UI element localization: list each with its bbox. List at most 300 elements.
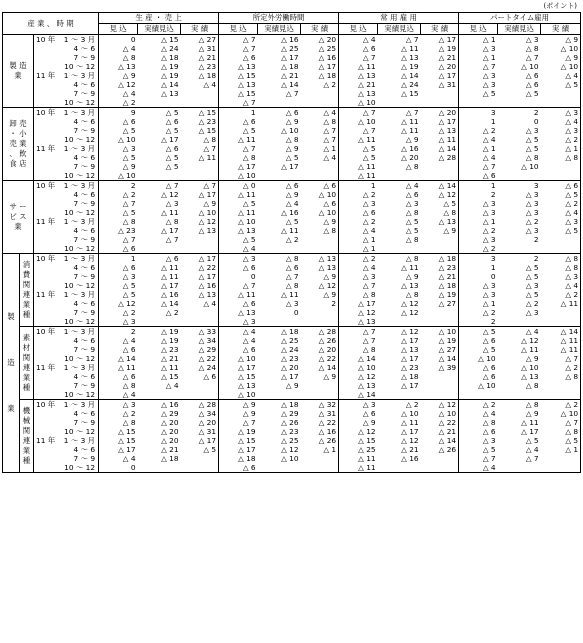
period-label: 1 ～ 3 月 bbox=[58, 144, 99, 153]
data-cell: △ 1 bbox=[459, 144, 498, 153]
table-row bbox=[3, 190, 581, 199]
data-cell: △ 17 bbox=[161, 226, 179, 235]
data-cell: △ 11 bbox=[161, 363, 179, 372]
year-label: 11 年 bbox=[36, 144, 56, 153]
data-cell: △ 7 bbox=[525, 53, 539, 62]
data-cell: △ 12 bbox=[339, 427, 378, 436]
data-cell: △ 3 bbox=[459, 71, 498, 80]
data-cell: △ 4 bbox=[203, 80, 217, 89]
year-label bbox=[34, 390, 58, 400]
data-cell: △ 11 bbox=[339, 171, 378, 181]
subheader-actual: 実 績 bbox=[181, 24, 219, 35]
data-cell bbox=[181, 308, 219, 317]
data-cell: △ 15 bbox=[401, 89, 419, 98]
data-cell: △ 5 bbox=[203, 445, 217, 454]
subindustry-label: 素 材 関 連 業 種 bbox=[20, 327, 34, 400]
data-cell: △ 17 bbox=[161, 281, 179, 290]
data-cell: △ 15 bbox=[219, 89, 258, 98]
period-label: 4 ～ 6 bbox=[58, 190, 99, 199]
data-cell: △ 8 bbox=[459, 418, 498, 427]
period-label: 7 ～ 9 bbox=[58, 381, 99, 390]
data-cell: △ 8 bbox=[378, 254, 421, 264]
data-cell: △ 9 bbox=[323, 372, 337, 381]
data-cell bbox=[181, 454, 219, 463]
data-cell: △ 8 bbox=[405, 162, 419, 171]
year-label bbox=[34, 427, 58, 436]
data-cell: △ 6 bbox=[99, 345, 138, 354]
period-label: 10 ～ 12 bbox=[58, 354, 99, 363]
data-cell: △ 4 bbox=[301, 108, 339, 118]
data-cell bbox=[541, 235, 581, 244]
year-label bbox=[34, 226, 58, 235]
period-label: 4 ～ 6 bbox=[58, 80, 99, 89]
data-cell: △ 28 bbox=[301, 327, 339, 337]
data-cell: △ 17 bbox=[339, 299, 378, 308]
data-cell: △ 8 bbox=[541, 254, 581, 264]
year-label bbox=[34, 80, 58, 89]
data-cell: △ 3 bbox=[285, 299, 299, 308]
data-cell: △ 4 bbox=[203, 299, 217, 308]
data-cell bbox=[421, 171, 459, 181]
data-cell: △ 12 bbox=[438, 190, 457, 199]
data-cell: △ 8 bbox=[405, 208, 419, 217]
manufacturing-group-label: 製 造 業 bbox=[3, 254, 20, 473]
data-cell: △ 6 bbox=[405, 190, 419, 199]
data-cell: △ 3 bbox=[99, 400, 138, 410]
year-label: 10 年 bbox=[34, 108, 58, 118]
year-label bbox=[34, 272, 58, 281]
data-cell: △ 3 bbox=[459, 208, 498, 217]
data-cell: △ 8 bbox=[99, 418, 138, 427]
data-cell: △ 6 bbox=[285, 263, 299, 272]
data-cell bbox=[378, 98, 421, 108]
data-cell: △ 3 bbox=[525, 208, 539, 217]
year-label bbox=[34, 162, 58, 171]
data-cell: △ 10 bbox=[281, 126, 299, 135]
data-cell: △ 19 bbox=[161, 336, 179, 345]
header-group-overtime: 所定外労働時間 bbox=[219, 13, 339, 24]
data-cell: △ 5 bbox=[138, 108, 181, 118]
data-cell: △ 2 bbox=[525, 299, 539, 308]
data-cell: △ 10 bbox=[219, 217, 258, 226]
data-cell: △ 13 bbox=[219, 80, 258, 89]
data-cell: △ 2 bbox=[285, 235, 299, 244]
data-cell: △ 3 bbox=[459, 235, 498, 244]
data-cell bbox=[258, 98, 301, 108]
subheader-actual: 実 績 bbox=[541, 24, 581, 35]
table-row bbox=[3, 436, 581, 445]
data-cell bbox=[181, 89, 219, 98]
period-label: 7 ～ 9 bbox=[58, 454, 99, 463]
data-cell: △ 5 bbox=[219, 126, 258, 135]
data-cell: △ 4 bbox=[219, 336, 258, 345]
data-cell: △ 16 bbox=[318, 427, 337, 436]
table-row bbox=[3, 108, 581, 118]
data-cell: △ 7 bbox=[339, 281, 378, 290]
data-cell: △ 29 bbox=[281, 409, 299, 418]
subheader-forecast: 見 込 bbox=[99, 24, 138, 35]
header-group-parttime-employment: パートタイム雇用 bbox=[459, 13, 581, 24]
data-cell: △ 11 bbox=[438, 135, 457, 144]
data-cell: △ 34 bbox=[198, 409, 217, 418]
data-cell: △ 6 bbox=[219, 53, 258, 62]
data-cell: △ 7 bbox=[459, 162, 498, 171]
data-cell: △ 8 bbox=[99, 381, 138, 390]
data-cell: △ 17 bbox=[181, 254, 219, 264]
data-cell bbox=[498, 317, 541, 327]
data-cell: △ 20 bbox=[161, 427, 179, 436]
year-label bbox=[34, 336, 58, 345]
header-group-regular-employment: 常 用 雇 用 bbox=[339, 13, 459, 24]
period-label: 7 ～ 9 bbox=[58, 272, 99, 281]
period-label: 1 ～ 3 月 bbox=[58, 35, 99, 45]
data-cell bbox=[378, 171, 421, 181]
data-cell: △ 19 bbox=[438, 336, 457, 345]
data-cell: △ 7 bbox=[339, 108, 378, 118]
data-cell: △ 11 bbox=[281, 290, 299, 299]
data-cell: △ 10 bbox=[421, 327, 459, 337]
data-cell: △ 5 bbox=[99, 126, 138, 135]
data-cell: 3 bbox=[459, 108, 498, 118]
data-cell: △ 6 bbox=[323, 199, 337, 208]
table-row bbox=[3, 363, 581, 372]
year-label bbox=[34, 98, 58, 108]
data-cell bbox=[541, 98, 581, 108]
year-label: 10 年 bbox=[34, 254, 58, 264]
data-cell: △ 8 bbox=[323, 117, 337, 126]
data-cell: △ 26 bbox=[438, 445, 457, 454]
data-cell: △ 19 bbox=[161, 62, 179, 71]
data-cell bbox=[498, 98, 541, 108]
data-cell: △ 2 bbox=[339, 254, 378, 264]
data-cell: △ 2 bbox=[165, 308, 179, 317]
data-cell bbox=[498, 463, 541, 473]
data-cell: △ 4 bbox=[459, 153, 498, 162]
data-cell: △ 19 bbox=[161, 71, 179, 80]
data-cell: △ 14 bbox=[438, 144, 457, 153]
data-cell: △ 10 bbox=[438, 409, 457, 418]
data-cell: △ 4 bbox=[459, 463, 498, 473]
data-cell: △ 11 bbox=[401, 117, 419, 126]
subheader-forecast: 見 込 bbox=[459, 24, 498, 35]
data-cell: △ 7 bbox=[219, 281, 258, 290]
data-cell: △ 5 bbox=[99, 208, 138, 217]
data-cell: △ 11 bbox=[198, 153, 217, 162]
data-cell bbox=[541, 381, 581, 390]
data-cell: △ 20 bbox=[161, 436, 179, 445]
data-cell bbox=[301, 463, 339, 473]
data-cell: △ 25 bbox=[281, 436, 299, 445]
data-cell: △ 3 bbox=[459, 44, 498, 53]
data-cell bbox=[181, 244, 219, 254]
data-cell: △ 4 bbox=[165, 381, 179, 390]
data-cell: △ 19 bbox=[138, 327, 181, 337]
data-cell: △ 6 bbox=[301, 181, 339, 191]
data-cell: △ 6 bbox=[99, 372, 138, 381]
data-cell: △ 10 bbox=[99, 135, 138, 144]
data-cell: △ 15 bbox=[161, 372, 179, 381]
data-cell: △ 10 bbox=[339, 98, 378, 108]
data-cell: 3 bbox=[459, 254, 498, 264]
data-cell: △ 3 bbox=[541, 126, 581, 135]
data-cell: △ 13 bbox=[438, 126, 457, 135]
data-cell bbox=[541, 162, 581, 171]
data-cell bbox=[378, 317, 421, 327]
period-label: 4 ～ 6 bbox=[58, 44, 99, 53]
data-cell: △ 23 bbox=[401, 363, 419, 372]
period-label: 10 ～ 12 bbox=[58, 208, 99, 217]
data-cell: △ 7 bbox=[219, 418, 258, 427]
data-cell: △ 4 bbox=[498, 327, 541, 337]
data-cell: △ 15 bbox=[99, 436, 138, 445]
data-cell: △ 10 bbox=[541, 62, 581, 71]
data-cell: △ 2 bbox=[99, 409, 138, 418]
data-cell: △ 21 bbox=[198, 53, 217, 62]
year-label bbox=[34, 190, 58, 199]
data-cell: △ 3 bbox=[99, 317, 138, 327]
data-cell: △ 15 bbox=[181, 108, 219, 118]
data-cell bbox=[541, 171, 581, 181]
data-cell: △ 2 bbox=[459, 126, 498, 135]
data-cell: △ 28 bbox=[438, 153, 457, 162]
period-label: 7 ～ 9 bbox=[58, 345, 99, 354]
data-cell bbox=[459, 98, 498, 108]
subheader-estimated-actual: 実績見込 bbox=[498, 24, 541, 35]
year-label: 11 年 bbox=[36, 436, 56, 445]
data-cell: △ 9 bbox=[285, 381, 299, 390]
data-cell: △ 7 bbox=[165, 235, 179, 244]
data-cell: △ 14 bbox=[421, 181, 459, 191]
data-cell: △ 5 bbox=[525, 290, 539, 299]
data-cell: △ 20 bbox=[318, 345, 337, 354]
data-cell: △ 27 bbox=[181, 35, 219, 45]
year-label bbox=[34, 381, 58, 390]
table-row bbox=[3, 71, 581, 80]
data-cell: △ 11 bbox=[401, 263, 419, 272]
data-cell: △ 17 bbox=[219, 162, 258, 171]
year-label bbox=[34, 62, 58, 71]
data-cell: △ 11 bbox=[161, 208, 179, 217]
data-cell bbox=[421, 162, 459, 171]
data-cell: △ 5 bbox=[443, 199, 457, 208]
data-cell: △ 13 bbox=[161, 89, 179, 98]
data-cell: △ 9 bbox=[99, 162, 138, 171]
data-cell: △ 6 bbox=[219, 117, 258, 126]
data-cell: △ 3 bbox=[165, 199, 179, 208]
data-cell: △ 5 bbox=[525, 144, 539, 153]
data-cell: △ 7 bbox=[219, 44, 258, 53]
year-label bbox=[34, 299, 58, 308]
data-cell: △ 7 bbox=[203, 144, 217, 153]
data-cell: △ 8 bbox=[258, 254, 301, 264]
data-cell: △ 8 bbox=[203, 135, 217, 144]
data-cell: △ 16 bbox=[198, 281, 217, 290]
data-cell: △ 7 bbox=[339, 327, 378, 337]
data-cell: △ 11 bbox=[521, 418, 539, 427]
data-cell: △ 2 bbox=[459, 400, 498, 410]
data-cell: △ 24 bbox=[281, 345, 299, 354]
subindustry-label: 機 械 関 連 業 種 bbox=[20, 400, 34, 473]
data-cell: △ 5 bbox=[219, 199, 258, 208]
data-cell: △ 13 bbox=[99, 62, 138, 71]
data-cell: △ 5 bbox=[405, 217, 419, 226]
table-row bbox=[3, 254, 581, 264]
data-cell: △ 12 bbox=[401, 308, 419, 317]
data-cell: △ 7 bbox=[219, 144, 258, 153]
data-cell: △ 7 bbox=[525, 454, 539, 463]
data-cell bbox=[181, 390, 219, 400]
data-cell: △ 6 bbox=[339, 409, 378, 418]
data-cell: △ 7 bbox=[323, 135, 337, 144]
data-cell: △ 27 bbox=[438, 299, 457, 308]
data-cell: △ 31 bbox=[198, 44, 217, 53]
data-cell: △ 3 bbox=[99, 272, 138, 281]
table-row bbox=[3, 263, 581, 272]
data-cell bbox=[378, 244, 421, 254]
data-cell: △ 5 bbox=[165, 126, 179, 135]
data-cell: △ 7 bbox=[339, 53, 378, 62]
data-cell: △ 26 bbox=[318, 436, 337, 445]
data-cell: △ 8 bbox=[405, 290, 419, 299]
data-cell: △ 5 bbox=[165, 153, 179, 162]
data-cell bbox=[301, 98, 339, 108]
data-cell: △ 21 bbox=[438, 53, 457, 62]
data-cell bbox=[421, 372, 459, 381]
subheader-estimated-actual: 実績見込 bbox=[258, 24, 301, 35]
data-cell: △ 23 bbox=[281, 354, 299, 363]
data-cell bbox=[421, 454, 459, 463]
data-cell: △ 10 bbox=[459, 381, 498, 390]
data-cell: △ 21 bbox=[161, 445, 179, 454]
data-cell: △ 5 bbox=[285, 153, 299, 162]
period-label: 7 ～ 9 bbox=[58, 126, 99, 135]
data-cell bbox=[459, 390, 498, 400]
data-cell: △ 13 bbox=[401, 53, 419, 62]
year-label bbox=[34, 454, 58, 463]
data-cell: △ 22 bbox=[438, 418, 457, 427]
data-cell: △ 7 bbox=[181, 181, 219, 191]
data-cell: △ 18 bbox=[421, 254, 459, 264]
data-cell: △ 17 bbox=[198, 190, 217, 199]
data-cell: △ 10 bbox=[99, 171, 138, 181]
table-row bbox=[3, 418, 581, 427]
year-label bbox=[34, 445, 58, 454]
data-cell: △ 13 bbox=[521, 372, 539, 381]
data-cell: △ 13 bbox=[401, 345, 419, 354]
year-label bbox=[34, 126, 58, 135]
data-cell: 2 bbox=[99, 327, 138, 337]
data-cell: △ 6 bbox=[219, 299, 258, 308]
table-row bbox=[3, 199, 581, 208]
period-label: 7 ～ 9 bbox=[58, 53, 99, 62]
data-cell: △ 5 bbox=[525, 272, 539, 281]
data-cell: △ 3 bbox=[219, 317, 258, 327]
data-cell: △ 8 bbox=[541, 263, 581, 272]
data-cell: △ 6 bbox=[459, 363, 498, 372]
data-cell: △ 7 bbox=[541, 354, 581, 363]
data-cell bbox=[541, 317, 581, 327]
data-cell: △ 16 bbox=[138, 400, 181, 410]
data-cell bbox=[421, 381, 459, 390]
year-label bbox=[34, 372, 58, 381]
data-cell: △ 2 bbox=[541, 363, 581, 372]
data-cell: △ 11 bbox=[219, 208, 258, 217]
data-cell: △ 2 bbox=[459, 244, 498, 254]
data-cell: △ 6 bbox=[459, 427, 498, 436]
data-cell: △ 8 bbox=[525, 153, 539, 162]
unit-note: (ポイント) bbox=[543, 2, 577, 10]
data-cell: △ 3 bbox=[459, 199, 498, 208]
data-cell: △ 6 bbox=[339, 208, 378, 217]
data-cell: △ 3 bbox=[219, 254, 258, 264]
data-cell bbox=[181, 381, 219, 390]
data-cell: 0 bbox=[459, 272, 498, 281]
data-cell: △ 11 bbox=[401, 418, 419, 427]
data-cell: 1 bbox=[339, 181, 378, 191]
data-cell: △ 22 bbox=[198, 354, 217, 363]
table-row bbox=[3, 162, 581, 171]
year-label bbox=[34, 418, 58, 427]
data-cell: △ 13 bbox=[339, 381, 378, 390]
data-cell: △ 2 bbox=[323, 80, 337, 89]
data-cell: △ 8 bbox=[541, 427, 581, 436]
data-cell: △ 8 bbox=[285, 281, 299, 290]
data-cell: △ 10 bbox=[318, 190, 337, 199]
data-cell: △ 16 bbox=[161, 290, 179, 299]
subheader-actual: 実 績 bbox=[301, 24, 339, 35]
data-cell bbox=[301, 308, 339, 317]
data-cell: 1 bbox=[99, 254, 138, 264]
table-row bbox=[3, 463, 581, 473]
data-cell: △ 11 bbox=[219, 190, 258, 199]
year-label bbox=[34, 135, 58, 144]
data-cell: △ 14 bbox=[161, 80, 179, 89]
year-label bbox=[34, 244, 58, 254]
period-label: 7 ～ 9 bbox=[58, 308, 99, 317]
data-cell: △ 18 bbox=[281, 62, 299, 71]
data-cell bbox=[541, 390, 581, 400]
data-cell: △ 2 bbox=[525, 217, 539, 226]
data-cell: △ 6 bbox=[525, 71, 539, 80]
data-cell: △ 9 bbox=[285, 117, 299, 126]
data-cell: △ 5 bbox=[339, 153, 378, 162]
data-cell: △ 8 bbox=[525, 44, 539, 53]
data-cell: △ 33 bbox=[181, 327, 219, 337]
data-cell: △ 17 bbox=[521, 427, 539, 436]
data-cell: △ 3 bbox=[405, 199, 419, 208]
data-cell: △ 22 bbox=[318, 418, 337, 427]
data-cell: △ 1 bbox=[339, 244, 378, 254]
data-cell: △ 19 bbox=[438, 44, 457, 53]
subheader-actual: 実 績 bbox=[421, 24, 459, 35]
table-row bbox=[3, 327, 581, 337]
period-label: 4 ～ 6 bbox=[58, 263, 99, 272]
data-cell: △ 12 bbox=[198, 217, 217, 226]
year-label bbox=[34, 281, 58, 290]
data-cell: △ 10 bbox=[198, 208, 217, 217]
data-cell: △ 4 bbox=[525, 445, 539, 454]
data-cell: △ 11 bbox=[281, 226, 299, 235]
data-cell: △ 16 bbox=[401, 144, 419, 153]
data-cell: △ 12 bbox=[378, 327, 421, 337]
data-cell: △ 3 bbox=[541, 217, 581, 226]
period-label: 1 ～ 3 月 bbox=[58, 217, 99, 226]
data-cell: △ 6 bbox=[459, 372, 498, 381]
data-cell: △ 21 bbox=[339, 80, 378, 89]
data-cell: △ 18 bbox=[198, 71, 217, 80]
data-cell: △ 9 bbox=[285, 190, 299, 199]
data-cell: △ 5 bbox=[525, 436, 539, 445]
